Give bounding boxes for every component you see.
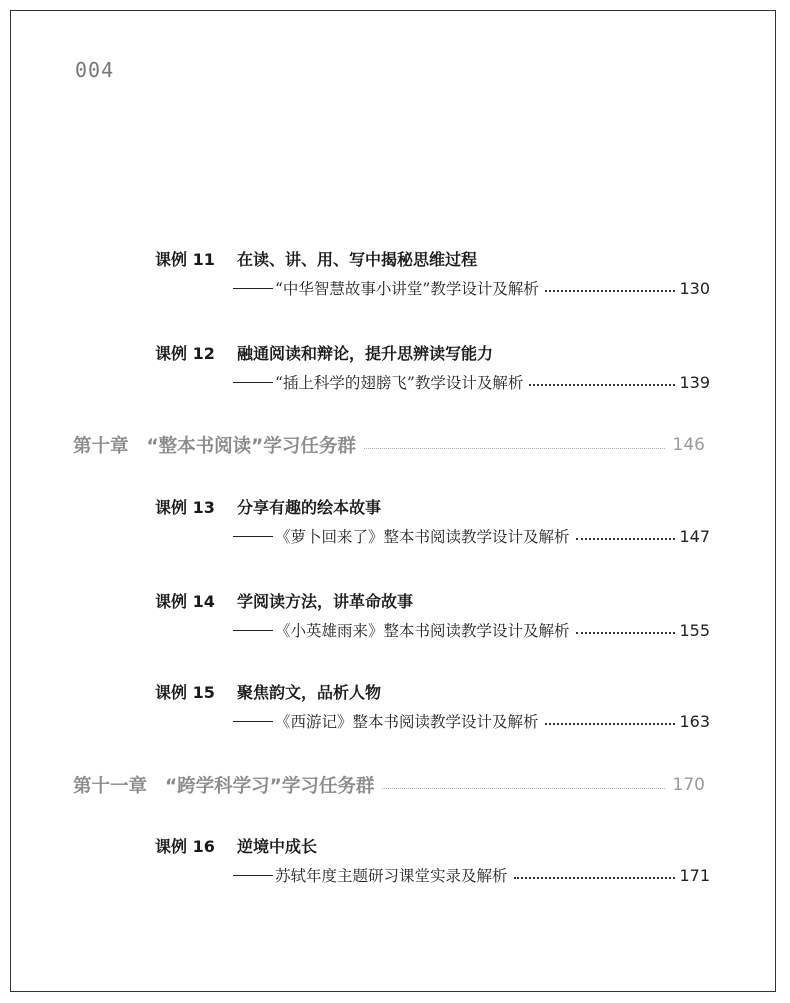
- em-dash: [233, 630, 273, 631]
- dot-leaders: [382, 788, 664, 789]
- chapter-title: “跨学科学习”学习任务群: [165, 776, 375, 797]
- chapter-number: 第十一章: [73, 776, 148, 797]
- dot-leaders: [545, 290, 676, 292]
- dot-leaders: [364, 448, 665, 449]
- lesson-title: 融通阅读和辩论，提升思辨读写能力: [237, 343, 494, 363]
- page-ref: 147: [679, 526, 710, 546]
- em-dash: [233, 536, 273, 537]
- page-ref: 171: [679, 865, 710, 885]
- lesson-title: 在读、讲、用、写中揭秘思维过程: [237, 249, 478, 269]
- lesson-subtitle: 《小英雄雨来》整本书阅读教学设计及解析: [275, 622, 570, 640]
- em-dash: [233, 382, 273, 383]
- lesson-title: 学阅读方法，讲革命故事: [237, 591, 414, 611]
- lesson-label: 课例 12: [155, 343, 215, 363]
- page-number: 004: [75, 58, 115, 82]
- dot-leaders: [576, 632, 676, 634]
- chapter-title: “整本书阅读”学习任务群: [146, 436, 356, 457]
- em-dash: [233, 875, 273, 876]
- dot-leaders: [514, 877, 676, 879]
- page-ref: 146: [672, 435, 705, 455]
- em-dash: [233, 288, 273, 289]
- toc-lesson-13[interactable]: [155, 492, 710, 552]
- lesson-title: 分享有趣的绘本故事: [237, 497, 382, 517]
- page-ref: 170: [672, 775, 705, 795]
- lesson-subtitle: “中华智慧故事小讲堂”教学设计及解析: [275, 280, 539, 298]
- lesson-label: 课例 13: [155, 497, 215, 517]
- dot-leaders: [576, 538, 676, 540]
- toc-lesson-11[interactable]: [155, 244, 710, 304]
- lesson-label: 课例 14: [155, 591, 215, 611]
- lesson-label: 课例 16: [155, 836, 215, 856]
- page-ref: 163: [679, 711, 710, 731]
- chapter-number: 第十章: [73, 436, 129, 457]
- lesson-title: 逆境中成长: [237, 836, 318, 856]
- dot-leaders: [529, 384, 675, 386]
- lesson-subtitle: 《西游记》整本书阅读教学设计及解析: [275, 713, 539, 731]
- lesson-subtitle: 《萝卜回来了》整本书阅读教学设计及解析: [275, 528, 570, 546]
- toc-chapter-10[interactable]: [73, 429, 705, 461]
- toc-lesson-14[interactable]: [155, 586, 710, 646]
- toc-lesson-15[interactable]: [155, 677, 710, 737]
- toc-chapter-11[interactable]: [73, 769, 705, 801]
- page-ref: 130: [679, 278, 710, 298]
- page-ref: 139: [679, 372, 710, 392]
- toc-lesson-12[interactable]: [155, 338, 710, 398]
- lesson-subtitle: 苏轼年度主题研习课堂实录及解析: [275, 867, 508, 885]
- page-ref: 155: [679, 620, 710, 640]
- toc-lesson-16[interactable]: [155, 831, 710, 891]
- lesson-title: 聚焦韵文，品析人物: [237, 682, 382, 702]
- lesson-label: 课例 11: [155, 249, 215, 269]
- lesson-subtitle: “插上科学的翅膀飞”教学设计及解析: [275, 374, 524, 392]
- em-dash: [233, 721, 273, 722]
- dot-leaders: [545, 723, 676, 725]
- lesson-label: 课例 15: [155, 682, 215, 702]
